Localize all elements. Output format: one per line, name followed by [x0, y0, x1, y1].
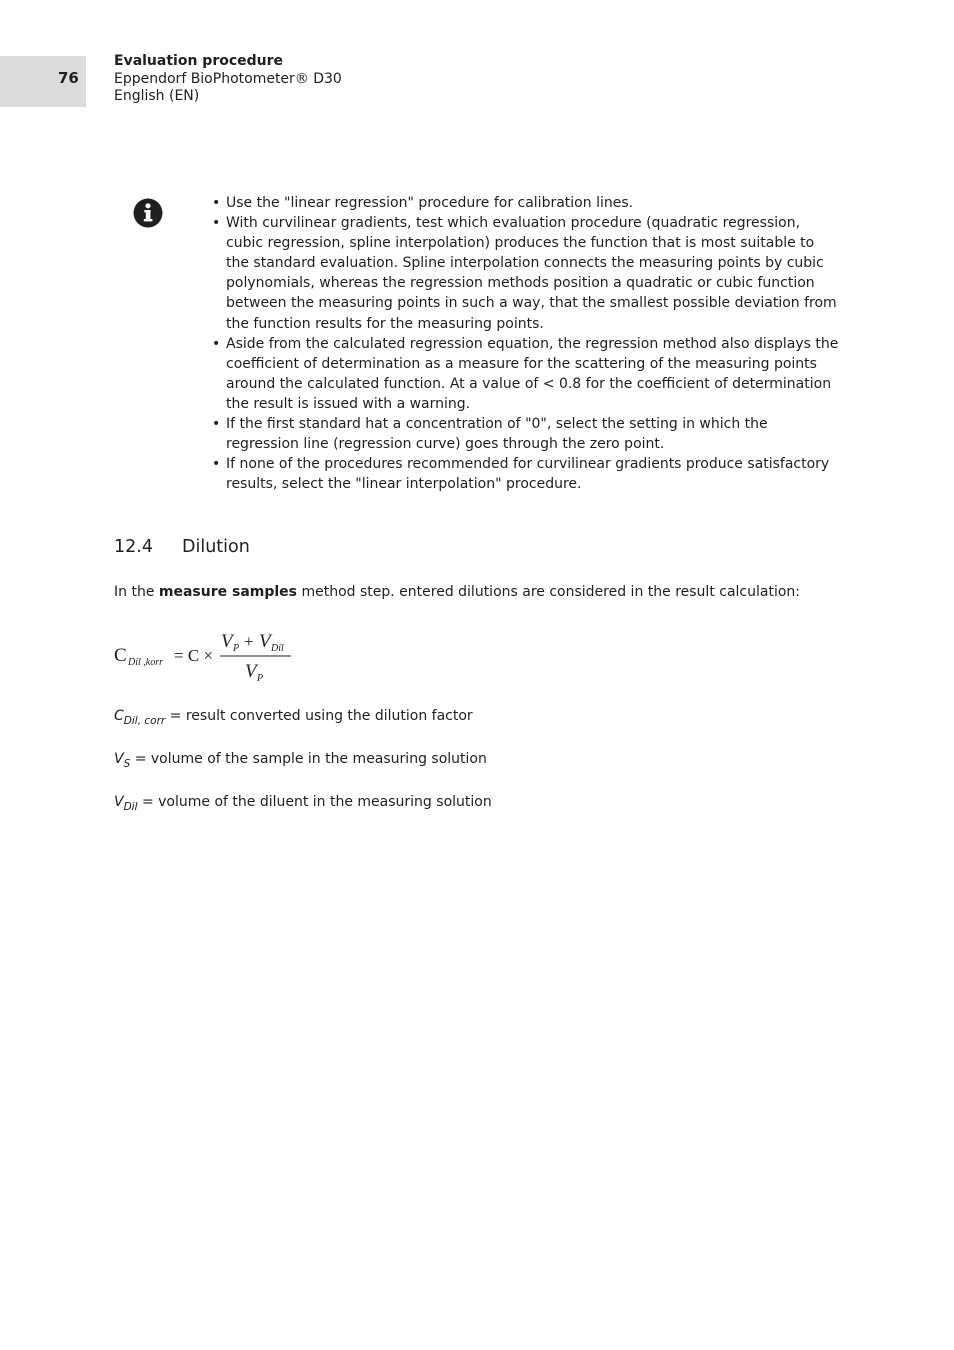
note-item: • Aside from the calculated regression equation, the regression method also displays the coefficient of determination as a measure for the scattering of the measuring points around the calculated function. At a value of < 0.8 for the coefficient of determination the result is issued with a warning.	[210, 334, 840, 414]
section-number: 12.4	[114, 537, 153, 557]
page-number: 76	[58, 69, 79, 87]
formula-num-v2-sub: Dil	[271, 643, 284, 654]
definition-text: = result converted using the dilution factor	[165, 708, 473, 724]
definition-v-dil	[114, 792, 492, 817]
dilution-formula	[114, 626, 314, 690]
header-language: English (EN)	[114, 88, 200, 104]
definition-symbol: C	[114, 708, 124, 724]
definition-symbol: V	[114, 794, 124, 810]
section-title: Dilution	[182, 537, 250, 557]
formula-num-v2: V	[259, 631, 271, 652]
formula-lhs-symbol: C	[114, 645, 127, 666]
intro-bold-term: measure samples	[158, 584, 298, 600]
definition-subscript: Dil, corr	[123, 715, 166, 727]
formula-num-v1-sub: P	[233, 643, 240, 654]
running-header	[114, 53, 342, 106]
intro-paragraph	[114, 582, 800, 602]
formula-equals: = C ×	[174, 646, 214, 665]
formula-plus: +	[244, 632, 254, 651]
note-item: • Use the "linear regression" procedure for calibration lines.	[210, 193, 840, 213]
formula-num-v1: V	[221, 631, 233, 652]
definition-text: = volume of the sample in the measuring solution	[130, 751, 487, 767]
definition-v-s	[114, 749, 487, 774]
note-item: • If the first standard hat a concentration of "0", select the setting in which the regression line (regression curve) goes through the zero point.	[210, 414, 840, 454]
definition-symbol: V	[114, 751, 124, 767]
formula-lhs-subscript: Dil ,korr	[128, 657, 163, 668]
note-list	[210, 193, 840, 494]
info-circle-icon	[133, 198, 163, 228]
formula-den-sub: P	[257, 673, 264, 684]
note-item: • If none of the procedures recommended for curvilinear gradients produce satisfactory results, select the "linear interpolation" procedure.	[210, 454, 840, 494]
definition-subscript: S	[123, 758, 131, 770]
intro-suffix: method step. entered dilutions are considered in the result calculation:	[297, 584, 800, 600]
definition-text: = volume of the diluent in the measuring solution	[137, 794, 492, 810]
header-product: Eppendorf BioPhotometer® D30	[114, 70, 342, 87]
definition-subscript: Dil	[123, 801, 138, 813]
section-heading	[114, 537, 250, 557]
note-item: • With curvilinear gradients, test which evaluation procedure (quadratic regression, cubic regression, spline interpolation) produces the function that is most suitable to the standard evaluation. Spline interpolation connects the measuring points by cubic polynomials, whereas the regression methods position a quadratic or cubic function between the measuring points in such a way, that the smallest possible deviation from the function results for the measuring points.	[210, 213, 840, 334]
intro-prefix: In the	[114, 584, 159, 600]
definition-c-dil-corr	[114, 706, 473, 731]
formula-den-v: V	[245, 661, 257, 682]
header-title: Evaluation procedure	[114, 53, 284, 69]
